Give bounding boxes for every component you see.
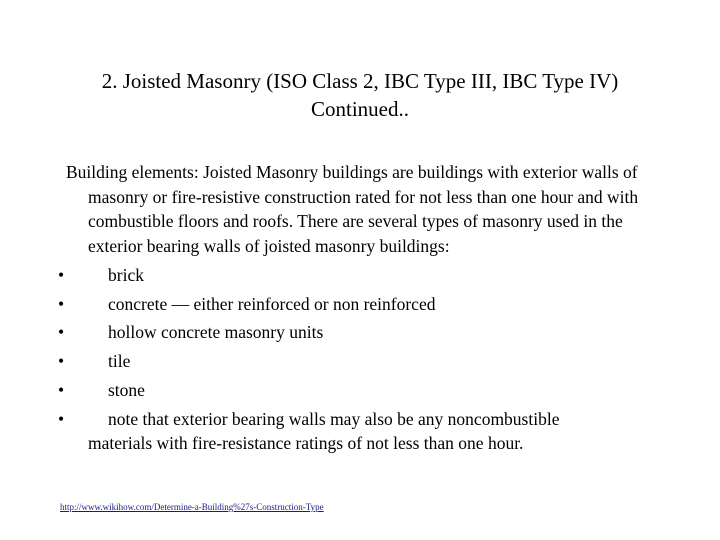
masonry-types-list xyxy=(58,263,668,455)
slide-title-line-1: 2. Joisted Masonry (ISO Class 2, IBC Type III, IBC Type IV) xyxy=(101,69,619,93)
slide-title xyxy=(40,67,680,123)
list-item-text: brick xyxy=(108,264,144,285)
intro-paragraph: Building elements: Joisted Masonry buildings are buildings with exterior walls of masonry or fire-resistive construction rated for not less than one hour and with combustible floors and roofs. There are several types of masonry used in the exterior bearing walls of joisted masonry buildings: xyxy=(66,162,639,256)
bullet-icon: • xyxy=(58,408,65,429)
bullet-icon: • xyxy=(58,379,65,400)
source-link[interactable]: http://www.wikihow.com/Determine-a-Building%27s-Construction-Type xyxy=(60,502,324,512)
slide-body xyxy=(58,160,668,455)
bullet-icon: • xyxy=(58,322,65,343)
list-item-text: hollow concrete masonry units xyxy=(108,322,324,343)
list-item xyxy=(58,349,668,373)
bullet-icon: • xyxy=(58,351,65,372)
list-item-text-line-2: materials with fire-resistance ratings of not less than one hour. xyxy=(88,432,524,453)
list-item xyxy=(58,378,668,402)
list-item-text: concrete — either reinforced or non reinforced xyxy=(108,293,436,314)
list-item xyxy=(58,407,668,455)
bullet-icon: • xyxy=(58,264,65,285)
list-item-text: tile xyxy=(108,351,131,372)
list-item-text: stone xyxy=(108,379,145,400)
bullet-icon: • xyxy=(58,293,65,314)
list-item xyxy=(58,292,668,316)
list-item xyxy=(58,320,668,344)
slide-title-line-2: Continued.. xyxy=(311,97,409,121)
list-item-text-line-1: note that exterior bearing walls may also be any noncombustible xyxy=(108,408,560,429)
list-item xyxy=(58,263,668,287)
